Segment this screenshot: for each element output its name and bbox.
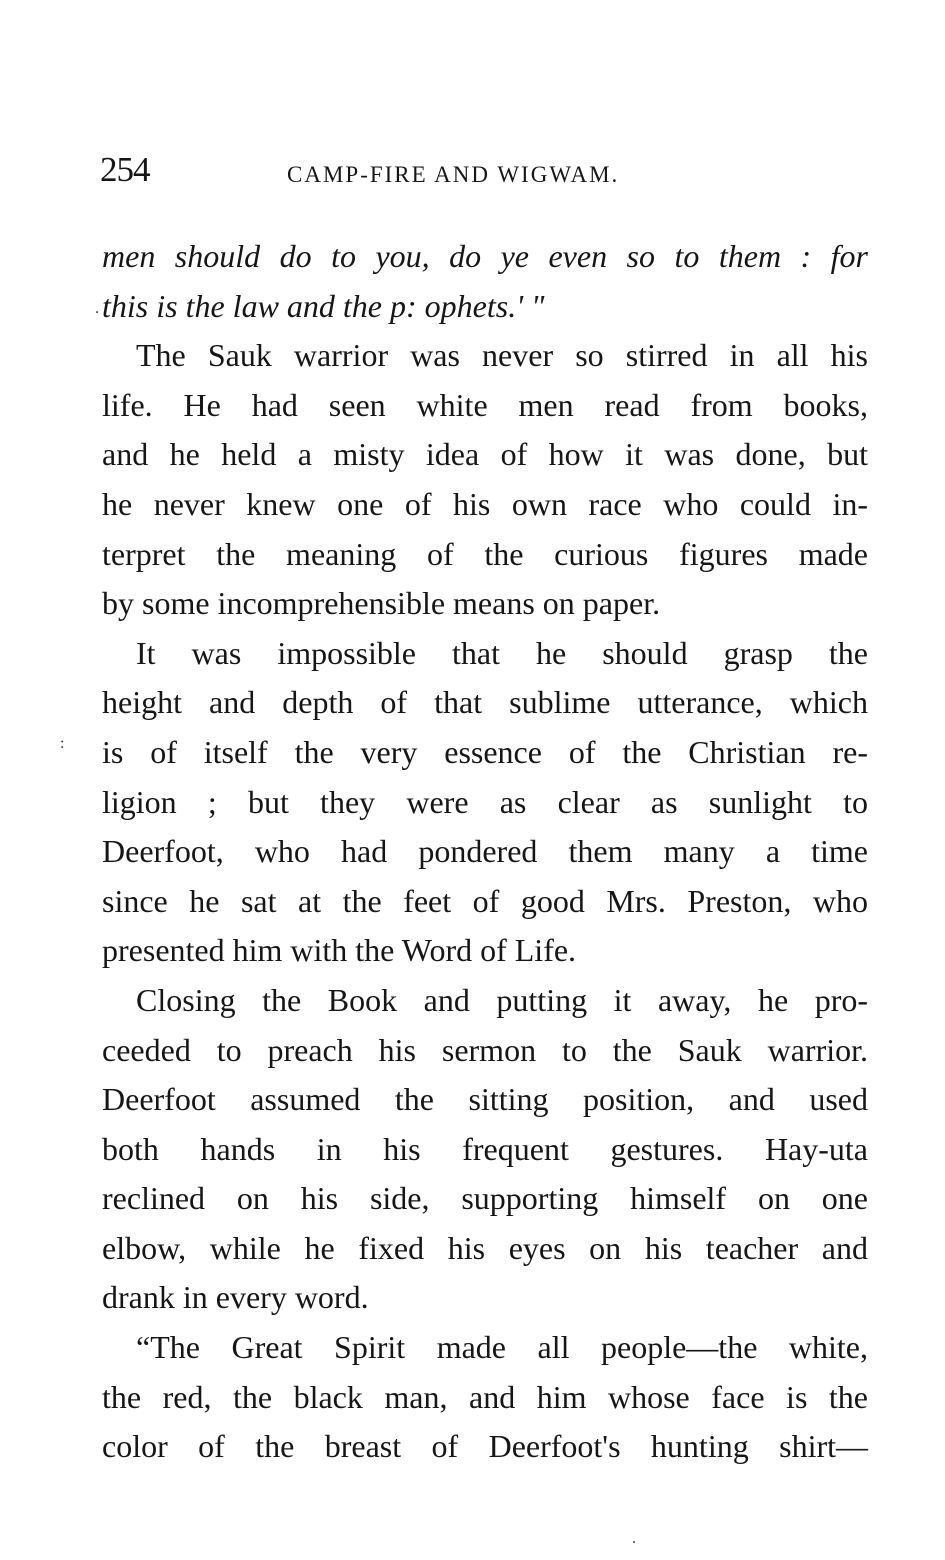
text-line: Deerfoot, who had pondered them many a time — [102, 833, 868, 870]
text-line: presented him with the Word of Life. — [102, 932, 577, 969]
text-line: ceeded to preach his sermon to the Sauk warrior. — [102, 1031, 868, 1068]
stray-mark: . — [632, 1530, 636, 1547]
body-text — [102, 232, 868, 1472]
text-line: this is the law and the p: ophets.' " — [102, 287, 545, 324]
stray-mark: . — [95, 300, 99, 317]
text-line: by some incomprehensible means on paper. — [102, 585, 661, 622]
text-line: Closing the Book and putting it away, he pro- — [136, 981, 868, 1018]
page-number: 254 — [100, 150, 150, 189]
text-line: since he sat at the feet of good Mrs. Preston, who — [102, 882, 868, 919]
text-line: terpret the meaning of the curious figures made — [102, 535, 868, 572]
page-header — [100, 150, 870, 200]
text-line: ligion ; but they were as clear as sunlight to — [102, 783, 868, 820]
text-line: life. He had seen white men read from books, — [102, 386, 868, 423]
text-line: Deerfoot assumed the sitting position, and used — [102, 1081, 868, 1118]
text-line: “The Great Spirit made all people—the white, — [136, 1329, 868, 1366]
text-line: the red, the black man, and him whose face is the — [102, 1378, 868, 1415]
text-line: The Sauk warrior was never so stirred in all his — [136, 337, 868, 374]
text-line: It was impossible that he should grasp the — [136, 634, 868, 671]
text-line: reclined on his side, supporting himself on one — [102, 1180, 868, 1217]
text-line: both hands in his frequent gestures. Hay-uta — [102, 1130, 868, 1167]
text-line: elbow, while he fixed his eyes on his teacher and — [102, 1229, 868, 1266]
text-line: color of the breast of Deerfoot's hunting shirt— — [102, 1428, 868, 1465]
text-line: drank in every word. — [102, 1279, 369, 1316]
running-title: CAMP-FIRE AND WIGWAM. — [287, 162, 620, 187]
text-line: men should do to you, do ye even so to them : for — [102, 238, 868, 274]
text-line: he never knew one of his own race who could in- — [102, 485, 868, 522]
stray-mark: : — [60, 735, 65, 752]
text-line: height and depth of that sublime utterance, which — [102, 684, 868, 721]
text-line: and he held a misty idea of how it was done, but — [102, 436, 868, 473]
text-line: is of itself the very essence of the Christian re- — [102, 733, 868, 770]
